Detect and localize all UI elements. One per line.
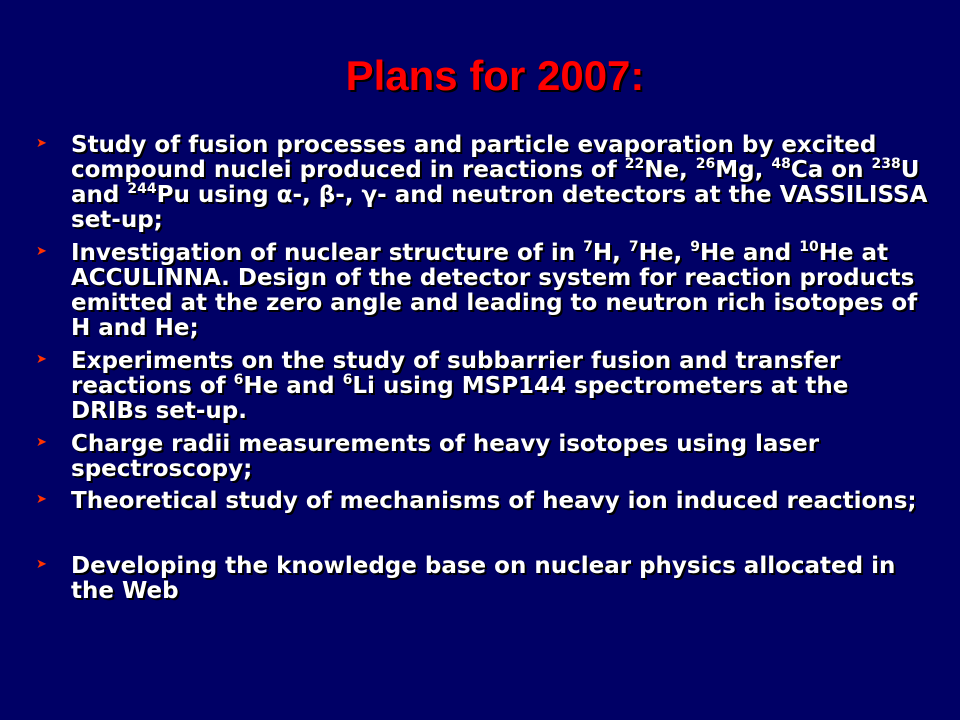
list-item-text: Experiments on the study of subbarrier fusion and transfer reactions of $^6$He and $^6$Li using MSP144 spectrometers at the DRIBs set-up.: [71, 348, 849, 424]
list-item-text: Theoretical study of mechanisms of heavy ion induced reactions;: [71, 488, 917, 514]
slide-title: Plans for 2007:: [345, 52, 645, 99]
chevron-right-icon: ➤: [36, 244, 47, 259]
chevron-right-icon: ➤: [36, 435, 47, 450]
chevron-right-icon: ➤: [36, 352, 47, 367]
chevron-right-icon: ➤: [36, 136, 47, 151]
list-item-text: Investigation of nuclear structure of in $^7$H, $^7$He, $^9$He and $^{10}$He at ACCULINNA. Design of the detector system for reaction products emitted at the zero angle and leading to neutron rich isotopes of H and He;: [71, 239, 918, 341]
list-item-text: Study of fusion processes and particle evaporation by excited compound nuclei produced in reactions of $^{22}$Ne, $^{26}$Mg, $^{48}$Ca on $^{238}$U and $^{244}$Pu using α-, β-, γ- and neutron detectors at the VASSILISSA set-up;: [71, 132, 928, 233]
list-item-text: Charge radii measurements of heavy isotopes using laser spectroscopy;: [71, 431, 820, 482]
list-item-text: Developing the knowledge base on nuclear physics allocated in the Web: [71, 553, 896, 604]
chevron-right-icon: ➤: [36, 557, 47, 572]
chevron-right-icon: ➤: [36, 492, 47, 507]
